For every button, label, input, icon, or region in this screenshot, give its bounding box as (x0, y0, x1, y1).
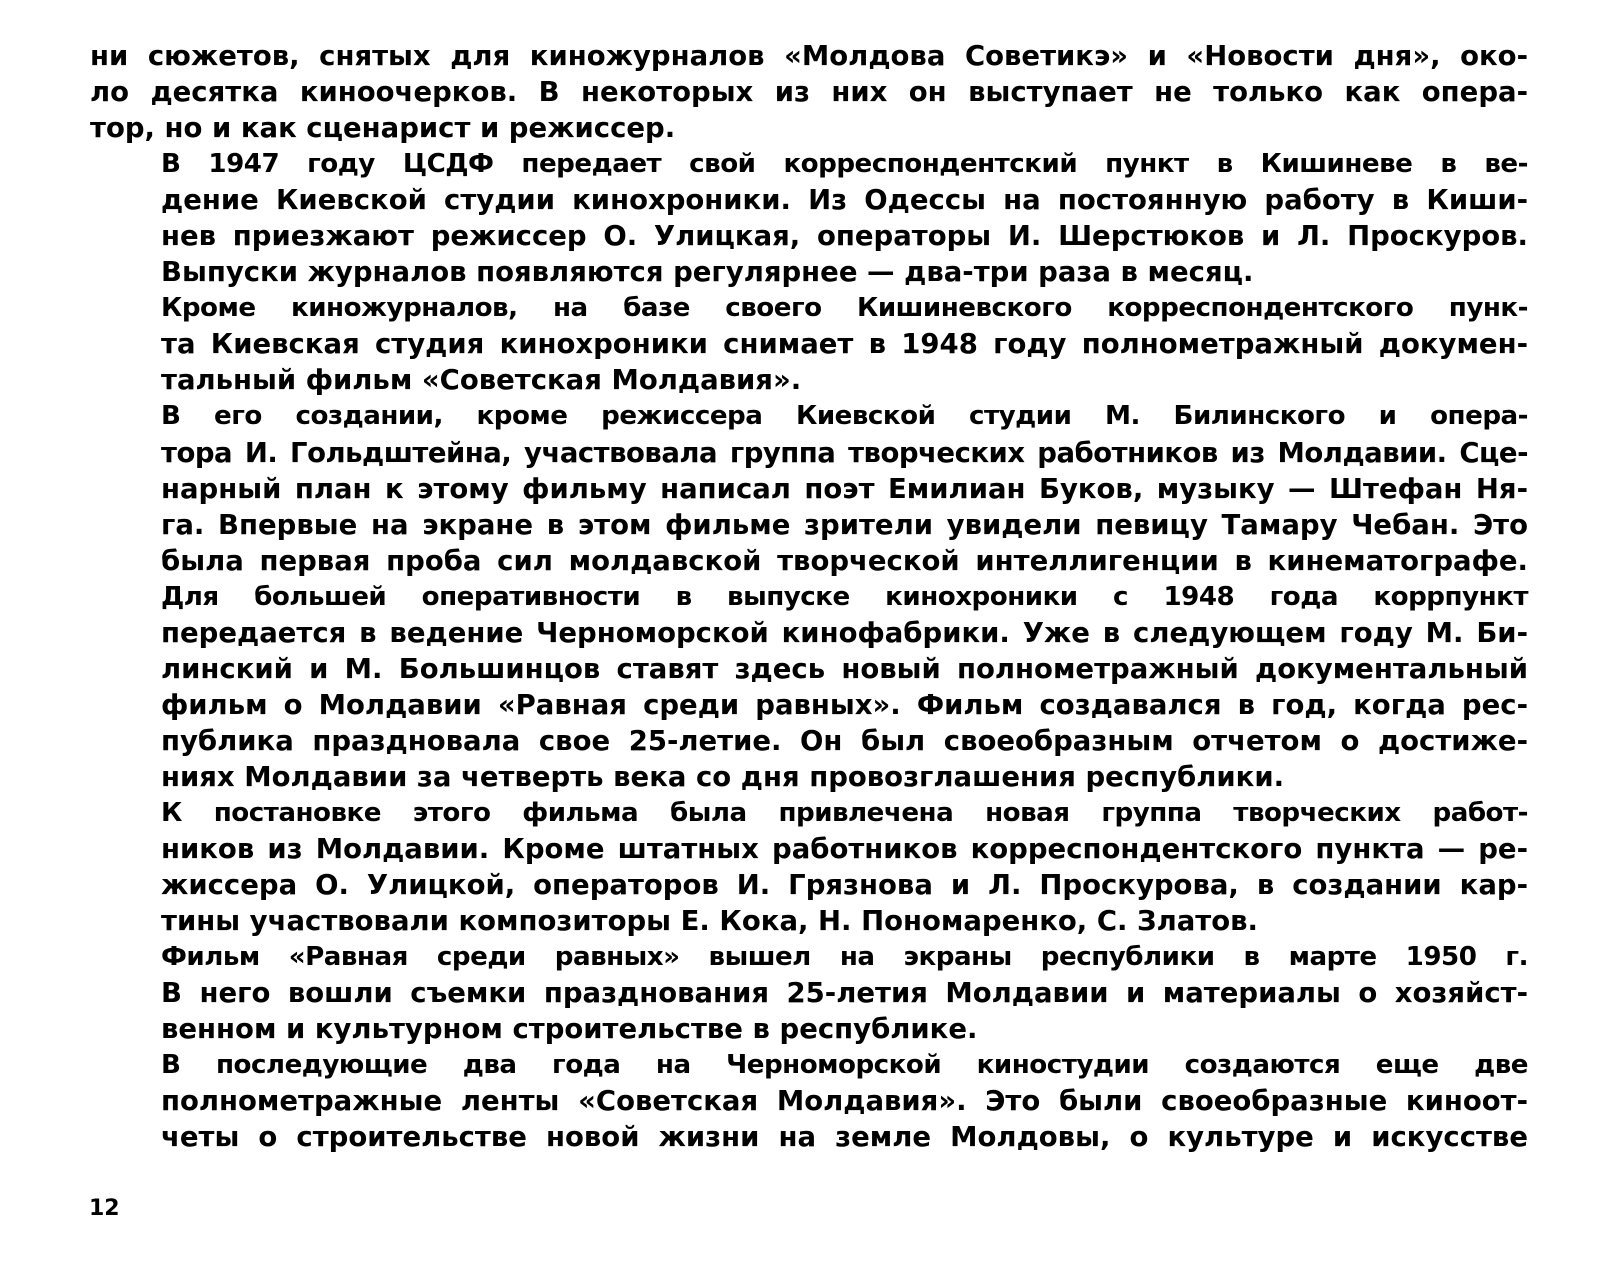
text-line: К постановке этого фильма была привлечена новая группа творческих работ- (161, 797, 1528, 828)
text-line: публика праздновала свое 25-летие. Он был своеобразным отчетом о достиже- (161, 724, 1528, 757)
text-line: тальный фильм «Советская Молдавия». (161, 364, 802, 397)
paragraph (90, 398, 1528, 578)
text-line: та Киевская студия кинохроники снимает в 1948 году полнометражный докумен- (161, 328, 1528, 361)
text-line: В его создании, кроме режиссера Киевской студии М. Билинского и опера- (161, 401, 1528, 432)
text-line: га. Впервые на экране в этом фильме зрители увидели певицу Тамару Чебан. Это (161, 508, 1528, 541)
paragraph (90, 38, 1528, 146)
paragraph (90, 579, 1528, 795)
text-line: нев приезжают режиссер О. Улицкая, операторы И. Шерстюков и Л. Проскуров. (161, 220, 1528, 253)
text-line: тора И. Гольдштейна, участвовала группа творческих работников из Молдавии. Сце- (161, 436, 1528, 469)
text-line: ников из Молдавии. Кроме штатных работников корреспондентского пункта — ре- (161, 833, 1528, 866)
text-line: В него вошли съемки празднования 25-летия Молдавии и материалы о хозяйст- (161, 977, 1528, 1010)
text-line: тины участвовали композиторы Е. Кока, Н. Пономаренко, С. Златов. (161, 905, 1258, 938)
text-line: В последующие два года на Черноморской киностудии создаются еще две (161, 1050, 1528, 1081)
text-line: венном и культурном строительстве в республике. (161, 1013, 978, 1046)
page-number: 12 (89, 1196, 120, 1221)
text-line: Для большей оперативности в выпуске кинохроники с 1948 года коррпункт (161, 581, 1528, 612)
page-body (90, 38, 1528, 1155)
paragraph (90, 1047, 1528, 1155)
text-line: ниях Молдавии за четверть века со дня провозглашения республики. (161, 760, 1285, 793)
text-line: линский и М. Большинцов ставят здесь новый полнометражный документальный (161, 652, 1528, 685)
text-line: ло десятка киноочерков. В некоторых из них он выступает не только как опера- (90, 76, 1528, 109)
text-line: полнометражные ленты «Советская Молдавия». Это были своеобразные киноот- (161, 1085, 1528, 1118)
text-line: была первая проба сил молдавской творческой интеллигенции в кинематографе. (161, 544, 1528, 577)
text-line: передается в ведение Черноморской кинофабрики. Уже в следующем году М. Би- (161, 616, 1528, 649)
text-line: фильм о Молдавии «Равная среди равных». Фильм создавался в год, когда рес- (161, 688, 1528, 721)
paragraph (90, 939, 1528, 1047)
text-line: дение Киевской студии кинохроники. Из Одессы на постоянную работу в Киши- (161, 184, 1528, 217)
text-line: Фильм «Равная среди равных» вышел на экраны республики в марте 1950 г. (161, 942, 1528, 973)
text-line: тор, но и как сценарист и режиссер. (90, 112, 676, 145)
text-line: четы о строительстве новой жизни на земле Молдовы, о культуре и искусстве (161, 1121, 1528, 1154)
text-line: Выпуски журналов появляются регулярнее — два-три раза в месяц. (161, 256, 1254, 289)
text-line: ни сюжетов, снятых для киножурналов «Молдова Советикэ» и «Новости дня», око- (90, 40, 1528, 72)
paragraph (90, 795, 1528, 939)
paragraph (90, 146, 1528, 290)
text-line: Кроме киножурналов, на базе своего Кишиневского корреспондентского пунк- (161, 293, 1528, 324)
text-line: жиссера О. Улицкой, операторов И. Грязнова и Л. Проскурова, в создании кар- (161, 869, 1528, 902)
paragraph (90, 290, 1528, 398)
text-line: нарный план к этому фильму написал поэт Емилиан Буков, музыку — Штефан Ня- (161, 472, 1528, 505)
text-line: В 1947 году ЦСДФ передает свой корреспондентский пункт в Кишиневе в ве- (161, 149, 1528, 180)
